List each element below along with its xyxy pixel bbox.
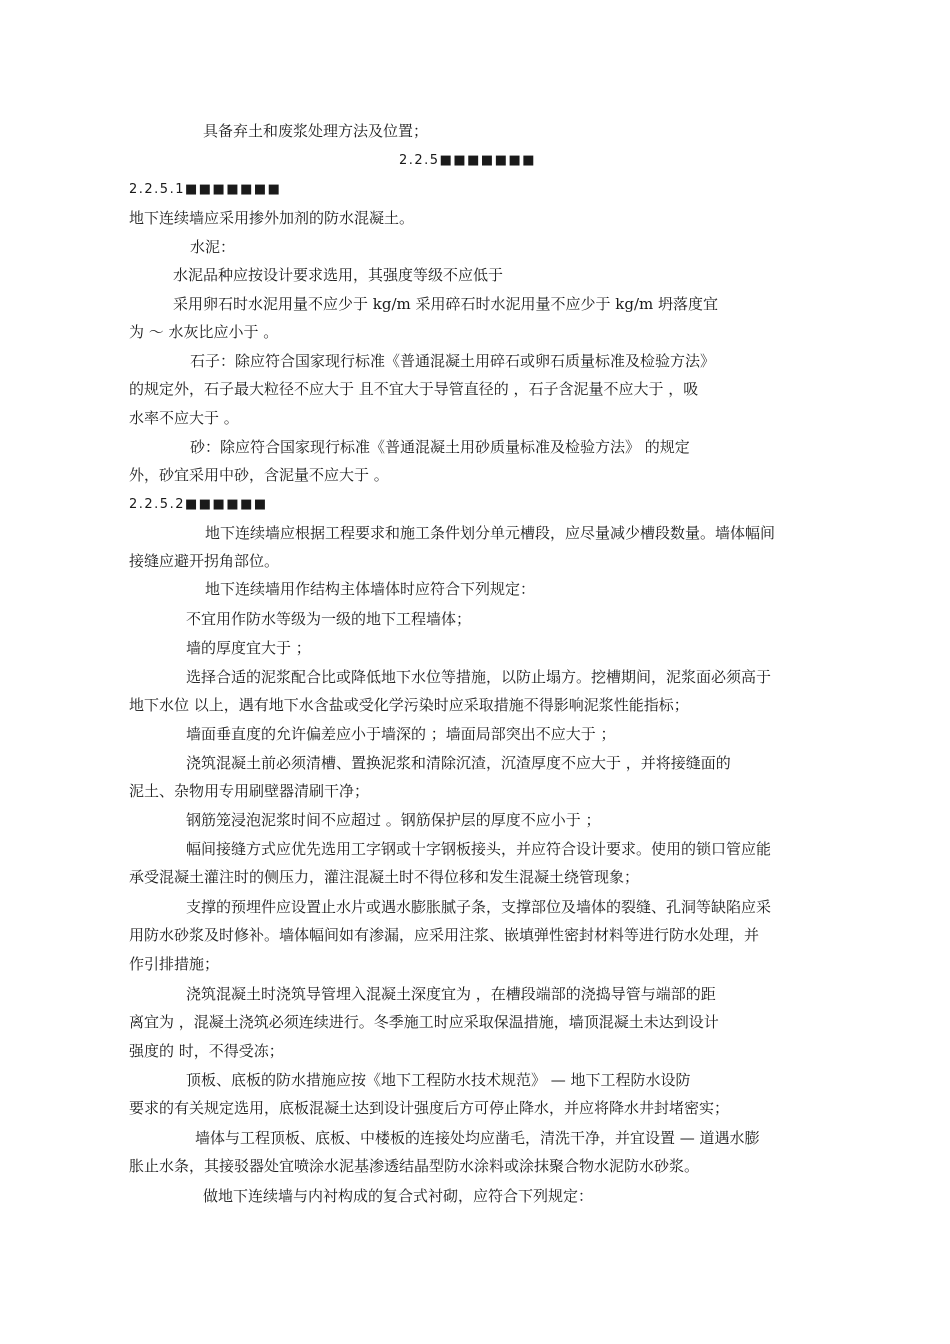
text-line: 泥土、杂物用专用刷壁器清刷干净； [129, 782, 370, 800]
text-line: 外，砂宜采用中砂，含泥量不应大于 。 [129, 466, 389, 484]
text-line: 地下连续墙应根据工程要求和施工条件划分单元槽段，应尽量减少槽段数量。墙体幅间 [205, 524, 776, 542]
subsection-heading: 2.2.5.1■■■■■■■ [129, 182, 282, 197]
text-line: 砂：除应符合国家现行标准《普通混凝土用砂质量标准及检验方法》 的规定 [190, 438, 690, 456]
text-line: 钢筋笼浸泡泥浆时间不应超过 。钢筋保护层的厚度不应小于 ； [186, 811, 601, 829]
text-line: 要求的有关规定选用，底板混凝土达到设计强度后方可停止降水，并应将降水井封堵密实； [129, 1099, 730, 1117]
text-line: 墙面垂直度的允许偏差应小于墙深的 ；墙面局部突出不应大于 ； [186, 725, 616, 743]
subsection-heading: 2.2.5.2■■■■■■ [129, 497, 268, 512]
text-line: 具备弃土和废浆处理方法及位置； [203, 122, 429, 140]
text-line: 强度的 时，不得受冻； [129, 1042, 284, 1060]
text-line: 水泥： [190, 238, 236, 256]
text-line: 胀止水条，其接驳器处宜喷涂水泥基渗透结晶型防水涂料或涂抹聚合物水泥防水砂浆。 [129, 1157, 700, 1175]
text-line: 墙体与工程顶板、底板、中楼板的连接处均应凿毛，清洗干净，并宜设置 — 道遇水膨 [195, 1129, 760, 1147]
text-line: 水率不应大于 。 [129, 409, 239, 427]
text-line: 做地下连续墙与内衬构成的复合式衬砌，应符合下列规定： [203, 1187, 594, 1205]
text-line: 不宜用作防水等级为一级的地下工程墙体； [186, 610, 472, 628]
text-line: 地下水位 以上，遇有地下水含盐或受化学污染时应采取措施不得影响泥浆性能指标； [129, 696, 689, 714]
text-line: 墙的厚度宜大于 ； [186, 639, 311, 657]
text-line: 水泥品种应按设计要求选用，其强度等级不应低于 [173, 266, 504, 284]
text-line: 选择合适的泥浆配合比或降低地下水位等措施，以防止塌方。挖槽期间，泥浆面必须高于 [186, 668, 772, 686]
text-line: 的规定外，石子最大粒径不应大于 且不宜大于导管直径的 ，石子含泥量不应大于 ，吸 [129, 380, 699, 398]
text-line: 为 ～ 水灰比应小于 。 [129, 323, 279, 341]
text-line: 幅间接缝方式应优先选用工字钢或十字钢板接头，并应符合设计要求。使用的锁口管应能 [186, 840, 772, 858]
section-heading: 2.2.5■■■■■■■ [399, 153, 537, 168]
text-line: 作引排措施； [129, 955, 220, 973]
text-line: 地下连续墙用作结构主体墙体时应符合下列规定： [205, 580, 536, 598]
text-line: 浇筑混凝土时浇筑导管埋入混凝土深度宜为 ，在槽段端部的浇捣导管与端部的距 [186, 985, 716, 1003]
text-line: 采用卵石时水泥用量不应少于 kg/m 采用碎石时水泥用量不应少于 kg/m 坍落度宜 [173, 295, 719, 313]
text-line: 承受混凝土灌注时的侧压力，灌注混凝土时不得位移和发生混凝土绕管现象； [129, 868, 640, 886]
text-line: 石子：除应符合国家现行标准《普通混凝土用碎石或卵石质量标准及检验方法》 [190, 352, 716, 370]
text-line: 离宜为 ，混凝土浇筑必须连续进行。冬季施工时应采取保温措施，墙顶混凝土未达到设计 [129, 1013, 719, 1031]
text-line: 接缝应避开拐角部位。 [129, 552, 280, 570]
text-line: 地下连续墙应采用掺外加剂的防水混凝土。 [129, 209, 415, 227]
text-line: 浇筑混凝土前必须清槽、置换泥浆和清除沉渣，沉渣厚度不应大于 ，并将接缝面的 [186, 754, 731, 772]
text-line: 支撑的预埋件应设置止水片或遇水膨胀腻子条，支撑部位及墙体的裂缝、孔洞等缺陷应采 [186, 898, 772, 916]
text-line: 顶板、底板的防水措施应按《地下工程防水技术规范》 — 地下工程防水设防 [186, 1071, 691, 1089]
text-line: 用防水砂浆及时修补。墙体幅间如有渗漏，应采用注浆、嵌填弹性密封材料等进行防水处理，并 [129, 926, 760, 944]
